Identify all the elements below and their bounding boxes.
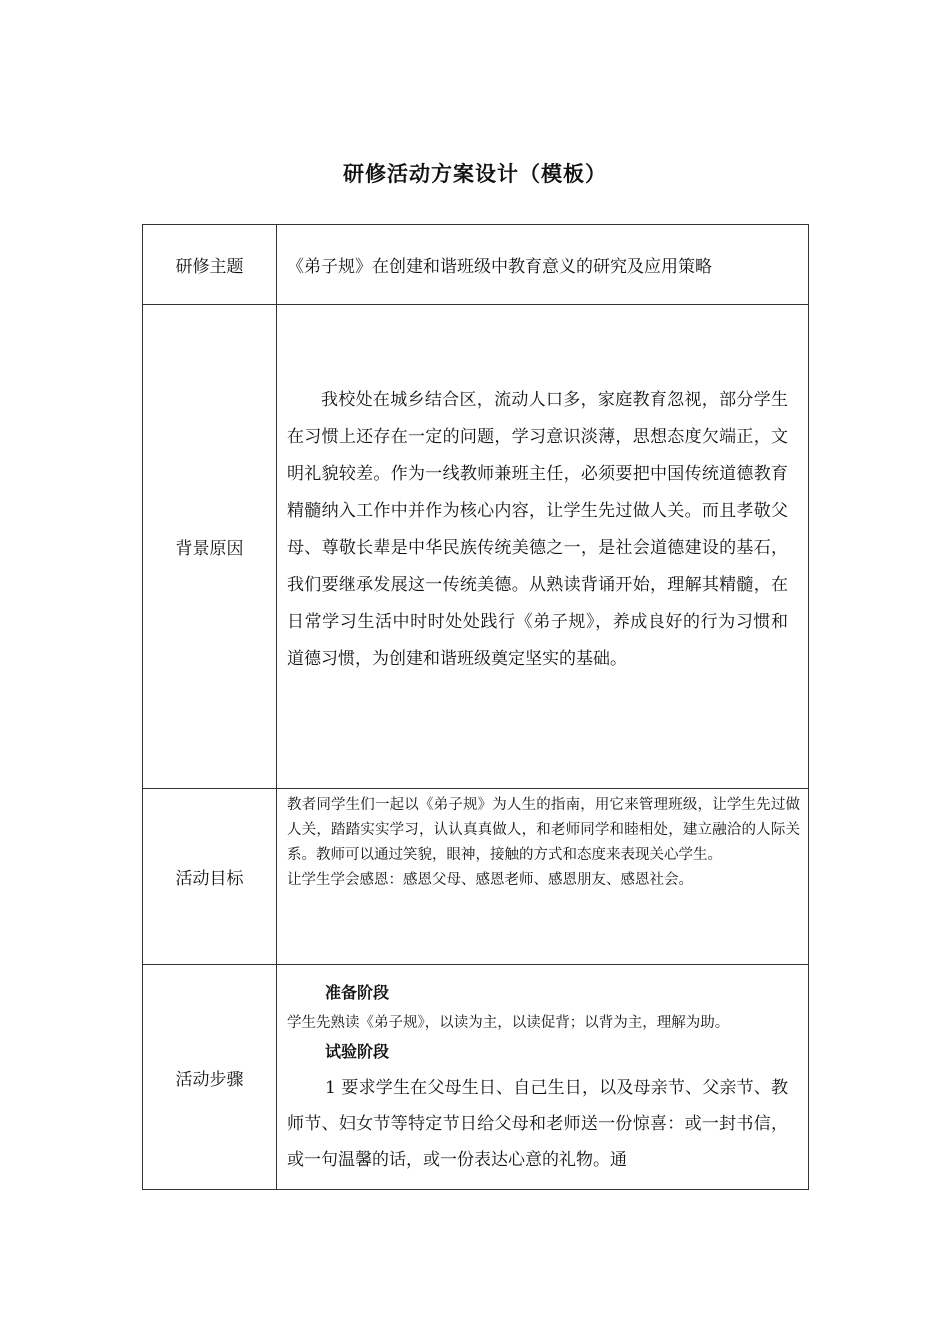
table-row-topic — [143, 225, 809, 305]
steps-cell — [277, 965, 809, 1190]
table-row-steps — [143, 965, 809, 1190]
table-row-background — [143, 305, 809, 789]
goal-paragraph: 让学生学会感恩：感恩父母、感恩老师、感恩朋友、感恩社会。 — [287, 872, 693, 888]
goal-paragraph: 教者同学生们一起以《弟子规》为人生的指南，用它来管理班级，让学生先过做人关，踏踏实实学习，认认真真做人，和老师同学和睦相处，建立融洽的人际关系。教师可以通过笑貌，眼神，接触的方式和态度来表现关心学生。 — [287, 797, 800, 863]
stage-text: 学生先熟读《弟子规》，以读为主，以读促背；以背为主，理解为助。 — [287, 1014, 730, 1031]
plan-table — [142, 224, 809, 1190]
table-row-goal — [143, 789, 809, 965]
background-cell — [277, 305, 809, 789]
document-title: 研修活动方案设计（模板） — [343, 162, 607, 186]
stage-title: 准备阶段 — [325, 982, 390, 1002]
background-text: 我校处在城乡结合区，流动人口多，家庭教育忽视，部分学生在习惯上还存在一定的问题，学习意识淡薄，思想态度欠端正，文明礼貌较差。作为一线教师兼班主任，必须要把中国传统道德教育精髓纳入工作中并作为核心内容，让学生先过做人关。而且孝敬父母、尊敬长辈是中华民族传统美德之一，是社会道德建设的基石，我们要继承发展这一传统美德。从熟读背诵开始，理解其精髓，在日常学习生活中时时处处践行《弟子规》，养成良好的行为习惯和道德习惯，为创建和谐班级奠定坚实的基础。 — [287, 389, 788, 669]
topic-label: 研修主题 — [143, 225, 277, 305]
goal-label: 活动目标 — [143, 789, 277, 965]
background-label: 背景原因 — [143, 305, 277, 789]
steps-label: 活动步骤 — [143, 965, 277, 1190]
topic-cell — [277, 225, 809, 305]
goal-cell — [277, 789, 809, 965]
stage-title: 试验阶段 — [325, 1041, 390, 1061]
stage-item: 1 要求学生在父母生日、自己生日，以及母亲节、父亲节、教师节、妇女节等特定节日给父母和老师送一份惊喜：或一封书信，或一句温馨的话，或一份表达心意的礼物。通 — [287, 1077, 788, 1170]
topic-value: 《弟子规》在创建和谐班级中教育意义的研究及应用策略 — [287, 257, 712, 277]
goal-text — [277, 789, 808, 893]
